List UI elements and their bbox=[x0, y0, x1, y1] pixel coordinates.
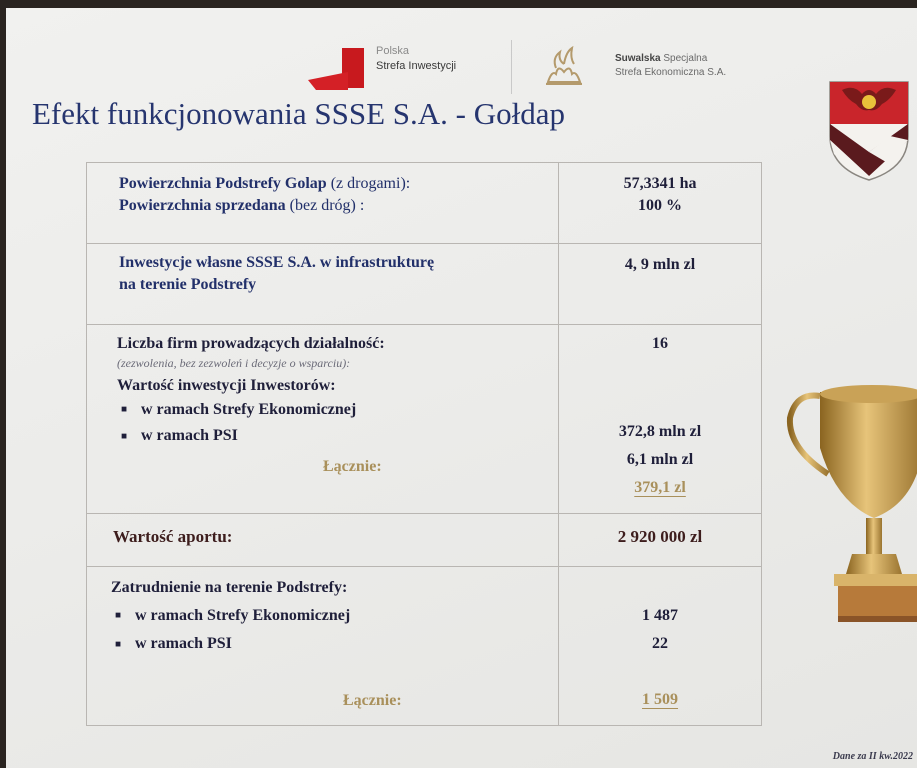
investments-sez-value: 372,8 mln zl bbox=[618, 423, 702, 440]
area-total-label: Powierzchnia Podstrefy Golap bbox=[119, 175, 327, 192]
coat-of-arms-icon bbox=[828, 80, 910, 182]
ssse-logo-text bbox=[615, 52, 775, 80]
psi-logo-line2: Strefa Inwestycji bbox=[376, 60, 457, 72]
contribution-label-cell bbox=[87, 514, 559, 567]
logo-divider bbox=[511, 40, 512, 94]
area-sold-note: (bez dróg) : bbox=[289, 197, 365, 214]
employment-label: Zatrudnienie na terenie Podstrefy: bbox=[111, 579, 348, 596]
area-total-value: 57,3341 ha bbox=[623, 175, 697, 192]
table-row bbox=[87, 567, 762, 726]
investments-total-value: 379,1 zl bbox=[634, 479, 686, 496]
investments-label: Wartość inwestycji Inwestorów: bbox=[117, 377, 336, 394]
area-total-note: (z drogami): bbox=[330, 175, 411, 192]
firms-count-label: Liczba firm prowadzących działalność: bbox=[117, 335, 385, 352]
infrastructure-value: 4, 9 mln zl bbox=[624, 256, 696, 273]
ssse-logo-line1a: Suwalska bbox=[615, 53, 661, 64]
employment-psi-label: w ramach PSI bbox=[135, 635, 232, 653]
infrastructure-label-line2: na terenie Podstrefy bbox=[119, 276, 257, 293]
investments-total-label: Łącznie: bbox=[323, 457, 382, 475]
area-value-cell bbox=[559, 163, 762, 244]
firms-count-note: (zezwolenia, bez zezwoleń i decyzje o wsparciu): bbox=[117, 356, 351, 370]
employment-value-cell bbox=[559, 567, 762, 726]
psi-logo-icon bbox=[306, 46, 366, 94]
employment-label-cell bbox=[87, 567, 559, 726]
contribution-label: Wartość aportu: bbox=[113, 527, 233, 546]
contribution-value-cell bbox=[559, 514, 762, 567]
summary-table bbox=[86, 162, 762, 726]
bullet-icon: ■ bbox=[115, 638, 122, 650]
table-row bbox=[87, 163, 762, 244]
investors-label-cell bbox=[87, 325, 559, 514]
ssse-logo-line2: Strefa Ekonomiczna S.A. bbox=[615, 67, 727, 78]
investments-sez-label: w ramach Strefy Ekonomicznej bbox=[141, 401, 357, 418]
ssse-logo-icon bbox=[542, 44, 586, 88]
employment-sez-label: w ramach Strefy Ekonomicznej bbox=[135, 607, 351, 624]
investors-value-cell bbox=[559, 325, 762, 514]
employment-total-label: Łącznie: bbox=[343, 691, 402, 709]
bullet-icon: ■ bbox=[115, 610, 122, 622]
investments-psi-label: w ramach PSI bbox=[141, 427, 238, 445]
infrastructure-label-line1: Inwestycje własne SSSE S.A. w infrastrukturę bbox=[119, 254, 435, 271]
table-row bbox=[87, 325, 762, 514]
employment-total-value: 1 509 bbox=[642, 691, 679, 708]
investments-psi-value: 6,1 mln zl bbox=[626, 451, 694, 468]
firms-count-value: 16 bbox=[652, 335, 669, 352]
infrastructure-label-cell bbox=[87, 244, 559, 325]
table-row bbox=[87, 514, 762, 567]
infrastructure-value-cell bbox=[559, 244, 762, 325]
ssse-logo-line1b: Specjalna bbox=[663, 53, 708, 64]
slide-title: Efekt funkcjonowania SSSE S.A. - Gołdap bbox=[32, 96, 565, 131]
employment-sez-value: 1 487 bbox=[642, 607, 679, 624]
table-row bbox=[87, 244, 762, 325]
area-sold-value: 100 % bbox=[638, 197, 683, 214]
bullet-icon: ■ bbox=[121, 404, 128, 416]
trophy-icon bbox=[776, 378, 917, 628]
psi-logo-line1: Polska bbox=[376, 45, 410, 57]
psi-logo-text bbox=[376, 44, 506, 74]
presentation-slide bbox=[6, 8, 917, 768]
contribution-value: 2 920 000 zl bbox=[617, 527, 703, 546]
area-sold-label: Powierzchnia sprzedana bbox=[119, 197, 286, 214]
data-source-note: Dane za II kw.2022 bbox=[832, 751, 913, 762]
bullet-icon: ■ bbox=[121, 430, 128, 442]
employment-psi-value: 22 bbox=[652, 635, 669, 652]
area-label-cell bbox=[87, 163, 559, 244]
